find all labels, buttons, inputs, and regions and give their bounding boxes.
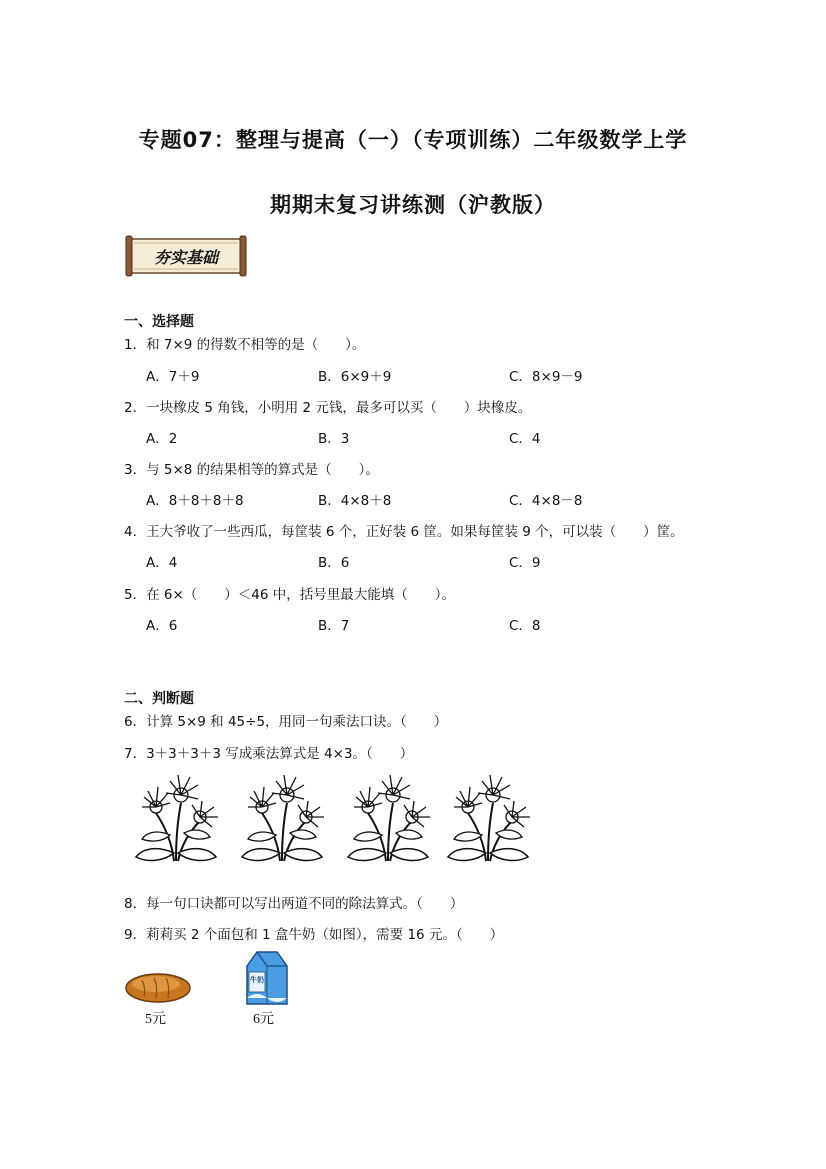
title-line-1: 专题07：整理与提高（一）（专项训练）二年级数学上学 <box>138 128 688 152</box>
q3-option-b: B．4×8＋8 <box>318 493 392 509</box>
bread-icon <box>124 966 192 1006</box>
q1-option-c: C．8×9－9 <box>509 369 583 385</box>
banner-text: 夯实基础 <box>153 248 218 267</box>
question-3: 3．与 5×8 的结果相等的算式是（ ）。 <box>124 462 379 478</box>
q4-option-c: C．9 <box>509 555 541 571</box>
q4-option-b: B．6 <box>318 555 350 571</box>
q5-option-a: A．6 <box>146 618 178 634</box>
milk-carton-icon <box>241 950 293 1006</box>
flower-icon-2 <box>242 775 324 861</box>
q2-option-b: B．3 <box>318 431 350 447</box>
section-banner <box>124 235 248 277</box>
q1-option-b: B．6×9＋9 <box>318 369 392 385</box>
question-1: 1．和 7×9 的得数不相等的是（ ）。 <box>124 337 366 353</box>
question-2: 2．一块橡皮 5 角钱，小明用 2 元钱，最多可以买（ ）块橡皮。 <box>124 400 532 416</box>
q2-option-c: C．4 <box>509 431 541 447</box>
q5-option-b: B．7 <box>318 618 350 634</box>
q3-option-a: A．8＋8＋8＋8 <box>146 493 244 509</box>
section-heading-judgment: 二、判断题 <box>124 691 194 707</box>
question-8: 8．每一句口诀都可以写出两道不同的除法算式。（ ） <box>124 896 464 912</box>
flower-icon-4 <box>448 775 530 861</box>
q1-option-a: A．7＋9 <box>146 369 200 385</box>
section-heading-choice: 一、选择题 <box>124 314 194 330</box>
question-5: 5．在 6×（ ）＜46 中，括号里最大能填（ ）。 <box>124 587 455 603</box>
flowers-illustration <box>126 773 536 865</box>
bread-price: 5元 <box>145 1012 166 1027</box>
flower-icon-1 <box>136 775 218 861</box>
q4-option-a: A．4 <box>146 555 178 571</box>
milk-price: 6元 <box>253 1012 274 1027</box>
title-line-2: 期期末复习讲练测（沪教版） <box>270 193 556 217</box>
question-6: 6．计算 5×9 和 45÷5，用同一句乘法口诀。（ ） <box>124 714 448 730</box>
milk-label: 牛奶 <box>250 976 264 984</box>
question-9: 9．莉莉买 2 个面包和 1 盒牛奶（如图），需要 16 元。（ ） <box>124 927 504 943</box>
question-4: 4．王大爷收了一些西瓜，每筐装 6 个，正好装 6 筐。如果每筐装 9 个，可以装（ ）筐。 <box>124 524 684 540</box>
question-7: 7．3＋3＋3＋3 写成乘法算式是 4×3。（ ） <box>124 746 414 762</box>
q3-option-c: C．4×8－8 <box>509 493 583 509</box>
q2-option-a: A．2 <box>146 431 178 447</box>
flower-icon-3 <box>348 775 430 861</box>
q5-option-c: C．8 <box>509 618 541 634</box>
